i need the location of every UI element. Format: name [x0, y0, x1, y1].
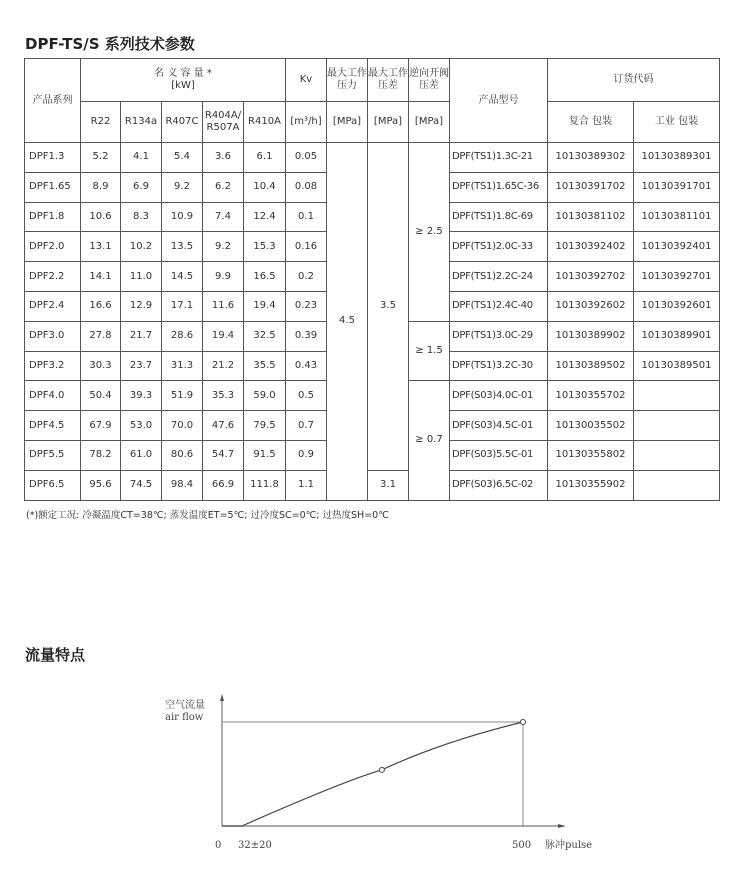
- footnote: (*)额定工况: 冷凝温度CT=38℃; 蒸发温度ET=5℃; 过冷度SC=0℃; 过热度SH=0℃: [26, 510, 389, 521]
- data-point-marker: [521, 720, 526, 725]
- header-order-code: 订货代码: [548, 59, 720, 102]
- header-r407c: R407C: [162, 102, 203, 143]
- cell-capacity: 31.3: [162, 351, 203, 381]
- cell-max-work-pressure: 4.5: [327, 143, 368, 501]
- cell-capacity: 14.1: [81, 262, 121, 292]
- cell-capacity: 66.9: [203, 470, 244, 500]
- cell-capacity: 28.6: [162, 321, 203, 351]
- cell-capacity: 4.1: [121, 143, 162, 173]
- header-mpa-2: [MPa]: [368, 102, 409, 143]
- cell-order-code-industrial: 10130389301: [634, 143, 720, 173]
- cell-max-work-pressure-diff: 3.1: [368, 470, 409, 500]
- header-mpa-1: [MPa]: [327, 102, 368, 143]
- cell-capacity: 61.0: [121, 440, 162, 470]
- cell-capacity: 12.4: [244, 202, 286, 232]
- cell-capacity: 12.9: [121, 291, 162, 321]
- cell-capacity: 10.2: [121, 232, 162, 262]
- cell-kv: 1.1: [286, 470, 327, 500]
- x-tick-500: 500: [512, 840, 532, 851]
- cell-order-code-composite: 10130389302: [548, 143, 634, 173]
- cell-model: DPF(S03)5.5C-01: [450, 440, 548, 470]
- cell-capacity: 16.6: [81, 291, 121, 321]
- cell-series: DPF1.8: [25, 202, 81, 232]
- cell-capacity: 5.2: [81, 143, 121, 173]
- cell-capacity: 51.9: [162, 381, 203, 411]
- cell-order-code-industrial: 10130389501: [634, 351, 720, 381]
- cell-capacity: 70.0: [162, 411, 203, 441]
- cell-capacity: 10.4: [244, 172, 286, 202]
- cell-kv: 0.05: [286, 143, 327, 173]
- cell-capacity: 32.5: [244, 321, 286, 351]
- cell-kv: 0.43: [286, 351, 327, 381]
- cell-capacity: 6.2: [203, 172, 244, 202]
- cell-capacity: 8.9: [81, 172, 121, 202]
- cell-capacity: 3.6: [203, 143, 244, 173]
- cell-capacity: 19.4: [244, 291, 286, 321]
- header-kv: Kv: [286, 59, 327, 102]
- cell-series: DPF3.2: [25, 351, 81, 381]
- cell-capacity: 13.5: [162, 232, 203, 262]
- cell-capacity: 35.5: [244, 351, 286, 381]
- cell-capacity: 11.0: [121, 262, 162, 292]
- cell-series: DPF1.3: [25, 143, 81, 173]
- cell-order-code-industrial: 10130381101: [634, 202, 720, 232]
- cell-capacity: 78.2: [81, 440, 121, 470]
- cell-capacity: 7.4: [203, 202, 244, 232]
- cell-model: DPF(TS1)2.2C-24: [450, 262, 548, 292]
- cell-series: DPF2.4: [25, 291, 81, 321]
- cell-kv: 0.08: [286, 172, 327, 202]
- page-title: DPF-TS/S 系列技术参数: [25, 35, 195, 53]
- cell-capacity: 5.4: [162, 143, 203, 173]
- cell-reverse-open-pressure: ≥ 0.7: [409, 381, 450, 500]
- cell-order-code-composite: 10130381102: [548, 202, 634, 232]
- cell-kv: 0.23: [286, 291, 327, 321]
- cell-order-code-industrial: 10130391701: [634, 172, 720, 202]
- cell-capacity: 6.9: [121, 172, 162, 202]
- data-point-marker: [379, 767, 384, 772]
- header-r410a: R410A: [244, 102, 286, 143]
- cell-capacity: 67.9: [81, 411, 121, 441]
- cell-capacity: 10.6: [81, 202, 121, 232]
- cell-model: DPF(TS1)1.8C-69: [450, 202, 548, 232]
- x-axis-label: 脉冲pulse: [545, 840, 593, 851]
- cell-capacity: 80.6: [162, 440, 203, 470]
- cell-kv: 0.9: [286, 440, 327, 470]
- header-max-work-pressure: 最大工作压力: [327, 59, 368, 102]
- cell-order-code-composite: 10130355802: [548, 440, 634, 470]
- cell-capacity: 91.5: [244, 440, 286, 470]
- cell-capacity: 17.1: [162, 291, 203, 321]
- cell-capacity: 27.8: [81, 321, 121, 351]
- cell-capacity: 35.3: [203, 381, 244, 411]
- header-mpa-3: [MPa]: [409, 102, 450, 143]
- cell-kv: 0.5: [286, 381, 327, 411]
- cell-capacity: 9.2: [203, 232, 244, 262]
- header-series: 产品系列: [25, 59, 81, 143]
- header-r404a-r507a: R404A/ R507A: [203, 102, 244, 143]
- cell-capacity: 13.1: [81, 232, 121, 262]
- cell-capacity: 95.6: [81, 470, 121, 500]
- cell-capacity: 23.7: [121, 351, 162, 381]
- header-capacity-label: 名 义 容 量 *: [154, 68, 212, 79]
- cell-order-code-composite: 10130355902: [548, 470, 634, 500]
- cell-model: DPF(TS1)2.4C-40: [450, 291, 548, 321]
- cell-model: DPF(S03)4.0C-01: [450, 381, 548, 411]
- cell-order-code-composite: 10130392402: [548, 232, 634, 262]
- cell-capacity: 111.8: [244, 470, 286, 500]
- cell-capacity: 11.6: [203, 291, 244, 321]
- cell-kv: 0.7: [286, 411, 327, 441]
- cell-capacity: 16.5: [244, 262, 286, 292]
- cell-capacity: 9.2: [162, 172, 203, 202]
- cell-order-code-composite: 10130355702: [548, 381, 634, 411]
- cell-model: DPF(S03)6.5C-02: [450, 470, 548, 500]
- cell-capacity: 30.3: [81, 351, 121, 381]
- cell-reverse-open-pressure: ≥ 1.5: [409, 321, 450, 381]
- x-axis-arrow-icon: [558, 824, 566, 828]
- cell-series: DPF3.0: [25, 321, 81, 351]
- header-industrial-pack: 工业 包装: [634, 102, 720, 143]
- cell-max-work-pressure-diff: 3.5: [368, 143, 409, 471]
- cell-capacity: 39.3: [121, 381, 162, 411]
- cell-order-code-composite: 10130389502: [548, 351, 634, 381]
- cell-reverse-open-pressure: ≥ 2.5: [409, 143, 450, 322]
- cell-capacity: 50.4: [81, 381, 121, 411]
- flow-curve: [222, 722, 523, 826]
- cell-series: DPF4.5: [25, 411, 81, 441]
- cell-order-code-composite: 10130392702: [548, 262, 634, 292]
- cell-model: DPF(TS1)3.0C-29: [450, 321, 548, 351]
- cell-capacity: 21.7: [121, 321, 162, 351]
- header-kv-unit: [m³/h]: [286, 102, 327, 143]
- cell-series: DPF2.2: [25, 262, 81, 292]
- cell-capacity: 19.4: [203, 321, 244, 351]
- cell-capacity: 9.9: [203, 262, 244, 292]
- header-composite-pack: 复合 包装: [548, 102, 634, 143]
- cell-series: DPF4.0: [25, 381, 81, 411]
- header-model: 产品型号: [450, 59, 548, 143]
- cell-model: DPF(TS1)1.3C-21: [450, 143, 548, 173]
- cell-series: DPF2.0: [25, 232, 81, 262]
- cell-capacity: 10.9: [162, 202, 203, 232]
- header-capacity-unit: [kW]: [171, 80, 195, 91]
- cell-kv: 0.2: [286, 262, 327, 292]
- cell-capacity: 79.5: [244, 411, 286, 441]
- cell-order-code-industrial: 10130392701: [634, 262, 720, 292]
- cell-capacity: 54.7: [203, 440, 244, 470]
- cell-kv: 0.39: [286, 321, 327, 351]
- cell-capacity: 47.6: [203, 411, 244, 441]
- cell-order-code-industrial: 10130392601: [634, 291, 720, 321]
- cell-series: DPF5.5: [25, 440, 81, 470]
- cell-model: DPF(TS1)2.0C-33: [450, 232, 548, 262]
- header-r22: R22: [81, 102, 121, 143]
- cell-capacity: 21.2: [203, 351, 244, 381]
- cell-model: DPF(TS1)1.65C-36: [450, 172, 548, 202]
- y-axis-label-en: air flow: [165, 712, 204, 723]
- cell-kv: 0.16: [286, 232, 327, 262]
- cell-series: DPF1.65: [25, 172, 81, 202]
- header-r134a: R134a: [121, 102, 162, 143]
- cell-capacity: 98.4: [162, 470, 203, 500]
- header-max-work-pressure-diff: 最大工作压差: [368, 59, 409, 102]
- cell-capacity: 8.3: [121, 202, 162, 232]
- cell-capacity: 59.0: [244, 381, 286, 411]
- x-tick-0: 0: [215, 840, 222, 851]
- header-reverse-open-pressure: 逆向开阀压差: [409, 59, 450, 102]
- section-title-flow: 流量特点: [25, 646, 86, 664]
- y-axis-arrow-icon: [220, 694, 224, 701]
- cell-capacity: 53.0: [121, 411, 162, 441]
- cell-model: DPF(S03)4.5C-01: [450, 411, 548, 441]
- cell-order-code-industrial: 10130389901: [634, 321, 720, 351]
- cell-order-code-industrial: 10130392401: [634, 232, 720, 262]
- cell-capacity: 14.5: [162, 262, 203, 292]
- cell-capacity: 15.3: [244, 232, 286, 262]
- cell-capacity: 74.5: [121, 470, 162, 500]
- cell-order-code-composite: 10130035502: [548, 411, 634, 441]
- cell-order-code-composite: 10130391702: [548, 172, 634, 202]
- cell-series: DPF6.5: [25, 470, 81, 500]
- cell-kv: 0.1: [286, 202, 327, 232]
- cell-model: DPF(TS1)3.2C-30: [450, 351, 548, 381]
- cell-order-code-composite: 10130389902: [548, 321, 634, 351]
- x-tick-32: 32±20: [238, 840, 272, 851]
- cell-capacity: 6.1: [244, 143, 286, 173]
- cell-order-code-composite: 10130392602: [548, 291, 634, 321]
- y-axis-label-cn: 空气流量: [165, 700, 205, 711]
